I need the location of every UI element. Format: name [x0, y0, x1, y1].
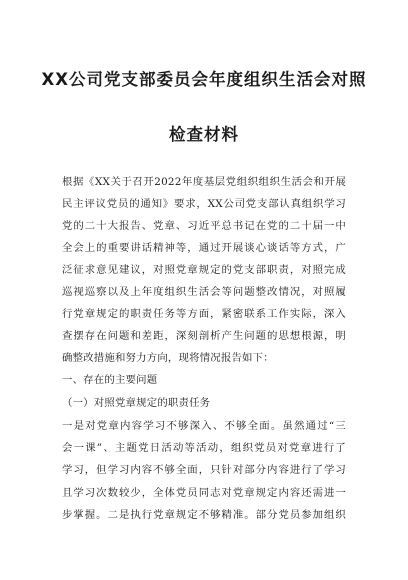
paragraph-line: 确整改措施和努力方向，现将情况报告如下：	[62, 352, 274, 364]
paragraph-line: 根据《XX关于召开2022年度基层党组织组织生活会和开展	[62, 176, 346, 188]
paragraph-line: 会一课”、主题党日活动等活动，组织党员对党章进行了	[62, 442, 346, 454]
document-title: XX公司党支部委员会年度组织生活会对照	[41, 70, 367, 89]
paragraph-line: 学习，但学习内容不够全面，只针对部分内容进行了学习	[62, 464, 346, 476]
paragraph-line: 民主评议党员的通知》要求，XX公司党支部认真组织学习	[62, 198, 346, 210]
paragraph-line: 一是对党章内容学习不够深入、不够全面。虽然通过“三	[62, 420, 346, 432]
paragraph-line: 巡视巡察以及上年度组织生活会等问题整改情况，对照履	[62, 286, 346, 298]
paragraph-line: 查摆存在问题和差距，深刻剖析产生问题的思想根源，明	[62, 330, 346, 342]
subsection-heading: （一）对照党章规定的职责任务	[62, 397, 211, 409]
paragraph-line: 泛征求意见建议，对照党章规定的党支部职责，对照完成	[62, 264, 346, 276]
paragraph-line: 且学习次数较少，全体党员同志对党章规定内容还需进一	[62, 487, 346, 499]
document-subtitle: 检查材料	[169, 125, 239, 144]
paragraph-line: 全会上的重要讲话精神等，通过开展谈心谈话等方式，广	[62, 242, 346, 254]
paragraph-line: 行党章规定的职责任务等方面，紧密联系工作实际，深入	[62, 308, 346, 320]
paragraph-line: 党的二十大报告、党章、习近平总书记在党的二十届一中	[62, 220, 346, 232]
paragraph-line: 步掌握。二是执行党章规定不够精准。部分党员参加组织	[62, 509, 346, 521]
section-heading: 一、存在的主要问题	[62, 374, 158, 386]
